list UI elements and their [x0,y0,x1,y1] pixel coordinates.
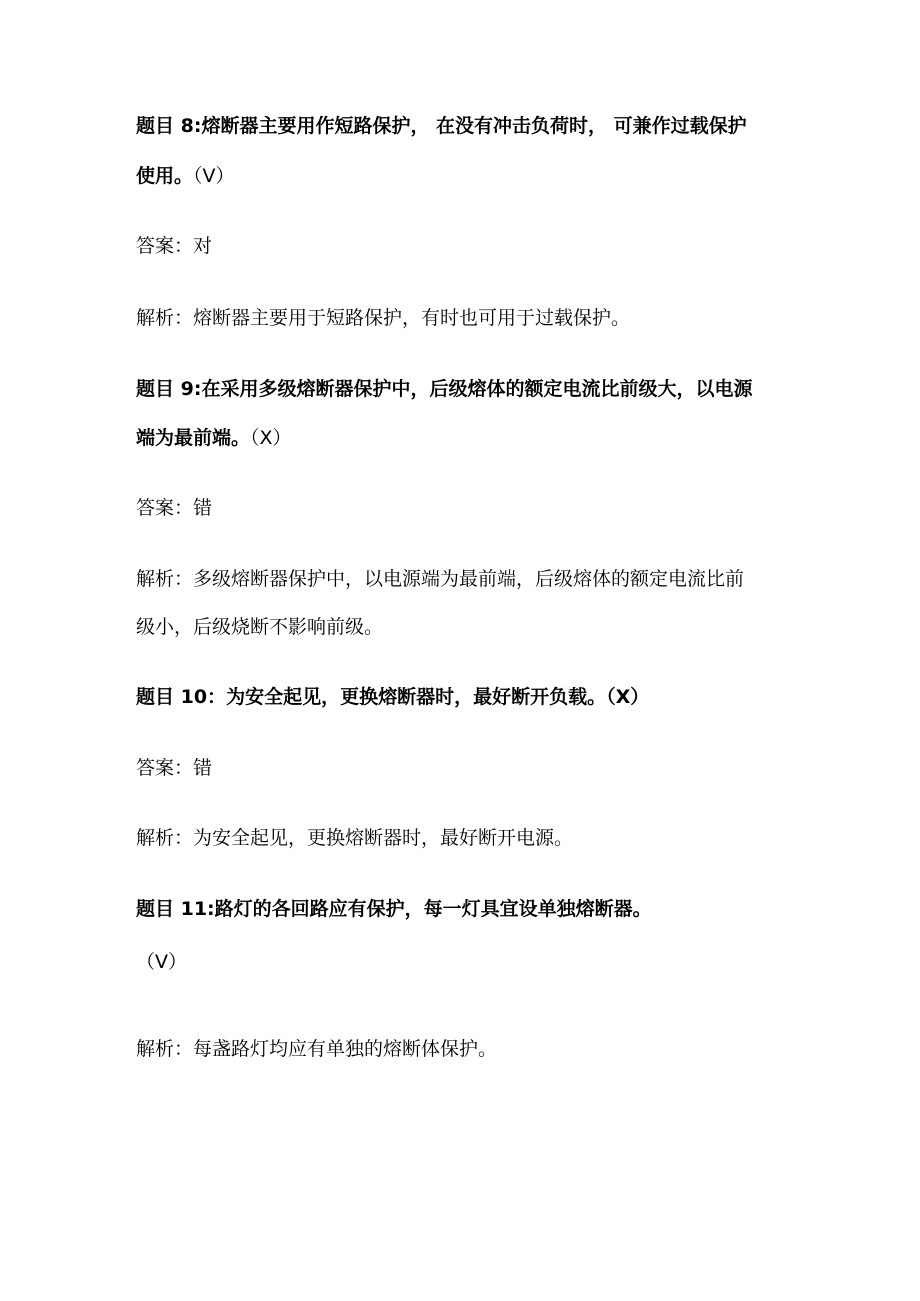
question-8-mark: （V） [193,165,235,187]
question-9-line-2 [136,425,292,451]
question-10-analysis: 解析：为安全起见，更换熔断器时，最好断开电源。 [136,827,574,849]
question-11-line-2 [136,949,187,975]
question-11-line-1 [136,896,652,922]
question-9-text-cont: 端为最前端。 [136,427,251,449]
question-10-line-1 [136,684,649,710]
question-9-answer: 答案：错 [136,497,213,519]
question-9-line-1 [136,376,752,402]
question-11-text: 路灯的各回路应有保护，每一灯具宜设单独熔断器。 [214,898,652,920]
question-9-mark: （X） [250,427,292,449]
question-8-analysis: 解析：熔断器主要用于短路保护，有时也可用于过载保护。 [136,307,631,329]
question-9-analysis-line-1: 解析：多级熔断器保护中，以电源端为最前端，后级熔体的额定电流比前 [136,568,745,590]
question-10-text: 为安全起见，更换熔断器时，最好断开负载。 [226,686,607,708]
question-11-mark: （V） [136,951,187,973]
question-11-number: 题目 11: [136,898,215,920]
question-11-analysis: 解析：每盏路灯均应有单独的熔断体保护。 [136,1038,498,1060]
question-9-number: 题目 9: [136,378,202,400]
question-10-answer: 答案：错 [136,757,213,779]
question-8-text-cont: 使用。 [136,165,194,187]
question-8-line-1 [136,113,747,139]
question-10-mark: （X） [606,686,650,708]
question-10-number: 题目 10： [136,686,227,708]
question-8-number: 题目 8: [136,115,202,137]
question-8-text: 熔断器主要用作短路保护， 在没有冲击负荷时， 可兼作过载保护 [201,115,747,137]
question-9-text: 在采用多级熔断器保护中，后级熔体的额定电流比前级大，以电源 [201,378,753,400]
question-9-analysis-line-2: 级小，后级烧断不影响前级。 [136,616,384,638]
question-8-answer: 答案：对 [136,235,213,257]
question-8-line-2 [136,163,235,189]
